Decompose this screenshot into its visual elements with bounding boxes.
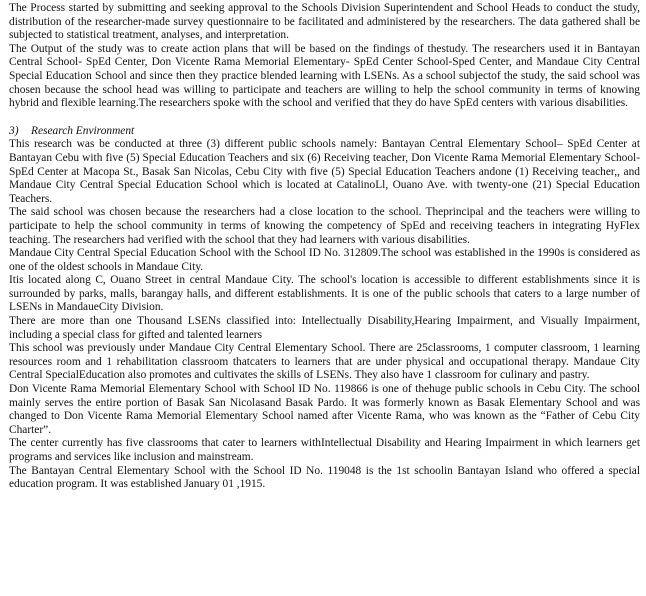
lsen-classification-paragraph: There are more than one Thousand LSENs classified into: Intellectually Disability,Hearing Impairment, and Visually Impairment, including a special class for gifted and talented learners: [9, 315, 640, 341]
output-paragraph: The Output of the study was to create action plans that will be based on the findings of thestudy. The researchers used it in Bantayan Central School- SpEd Center, Don Vicente Rama Memorial Elementary- SpEd Center School-Sped Center, and Mandaue City Central Special Education School and since then they practice blended learning with LSENs. As a school subjectof the study, the said school was chosen because the school head was willing to participate and teachers are willing to help the school community in terms of knowing hybrid and flexible learning.The researchers spoke with the school and verified that they do have SpEd centers with various disabilities.: [9, 42, 640, 110]
mandaue-facilities-paragraph: This school was previously under Mandaue City Central Elementary School. There are 25classrooms, 1 computer classroom, 1 learning resources room and 1 rehabilitation classroom thatcaters to learners that are under physical and occupational therapy. Mandaue City Central SpecialEducation also promotes and cultivates the skills of LSENs. They also have 1 classroom for culinary and pastry.: [9, 342, 640, 382]
section-title: Research Environment: [31, 124, 135, 137]
section-number: 3): [9, 124, 19, 137]
schools-overview-paragraph: This research was be conducted at three (3) different public schools namely: Bantayan Central Elementary School– SpEd Center at Bantayan Cebu with five (5) Special Education Teachers and six (6) Receiving teacher, Don Vicente Rama Memorial Elementary School- SpEd Center at Macopa St., Basak San Nicolas, Cebu City with five (5) Special Education Teachers andone (1) Receiving teacher,, and Mandaue City Central Special Education School which is located at CatalinoLl, Ouano Ave. with twenty-one (21) Special Education Teachers.: [9, 138, 640, 205]
section-heading: [9, 125, 640, 139]
mandaue-location-paragraph: Itis located along C, Ouano Street in central Mandaue City. The school's location is accessible to different establishments since it is surrounded by parks, malls, barangay halls, and different establishments. It is one of the public schools that caters to a large number of LSENs in MandaueCity Division.: [9, 274, 640, 314]
paragraph-gap: [9, 111, 640, 125]
mandaue-id-paragraph: Mandaue City Central Special Education School with the School ID No. 312809.The school was established in the 1990s is considered as one of the oldest schools in Mandaue City.: [9, 247, 640, 273]
process-paragraph: The Process started by submitting and seeking approval to the Schools Division Superintendent and School Heads to conduct the study, distribution of the researcher-made survey questionnaire to be facilitated and administered by the researchers. The data gathered shall be subjected to statistical treatment, analyses, and interpretation.: [9, 2, 640, 42]
center-classrooms-paragraph: The center currently has five classrooms that cater to learners withIntellectual Disability and Hearing Impairment in which learners get programs and services like inclusion and mainstream.: [9, 437, 640, 463]
school-selection-paragraph: The said school was chosen because the researchers had a close location to the school. Theprincipal and the teachers were willing to participate to help the school community in terms of knowing the competency of SpEd and receiving teachers in integrating HyFlex teaching. The researchers had verified with the school that they had learners with various disabilities.: [9, 206, 640, 246]
bantayan-paragraph: The Bantayan Central Elementary School with the School ID No. 119048 is the 1st schoolin Bantayan Island who offered a special education program. It was established January 01 ,1915.: [9, 464, 640, 491]
don-vicente-paragraph: Don Vicente Rama Memorial Elementary School with School ID No. 119866 is one of thehuge public schools in Cebu City. The school mainly serves the entire portion of Basak San Nicolasand Basak Pardo. It was formerly known as Basak Elementary School and was changed to Don Vicente Rama Memorial Elementary School named after Vicente Rama, who was known as the “Father of Cebu City Charter”.: [9, 383, 640, 436]
